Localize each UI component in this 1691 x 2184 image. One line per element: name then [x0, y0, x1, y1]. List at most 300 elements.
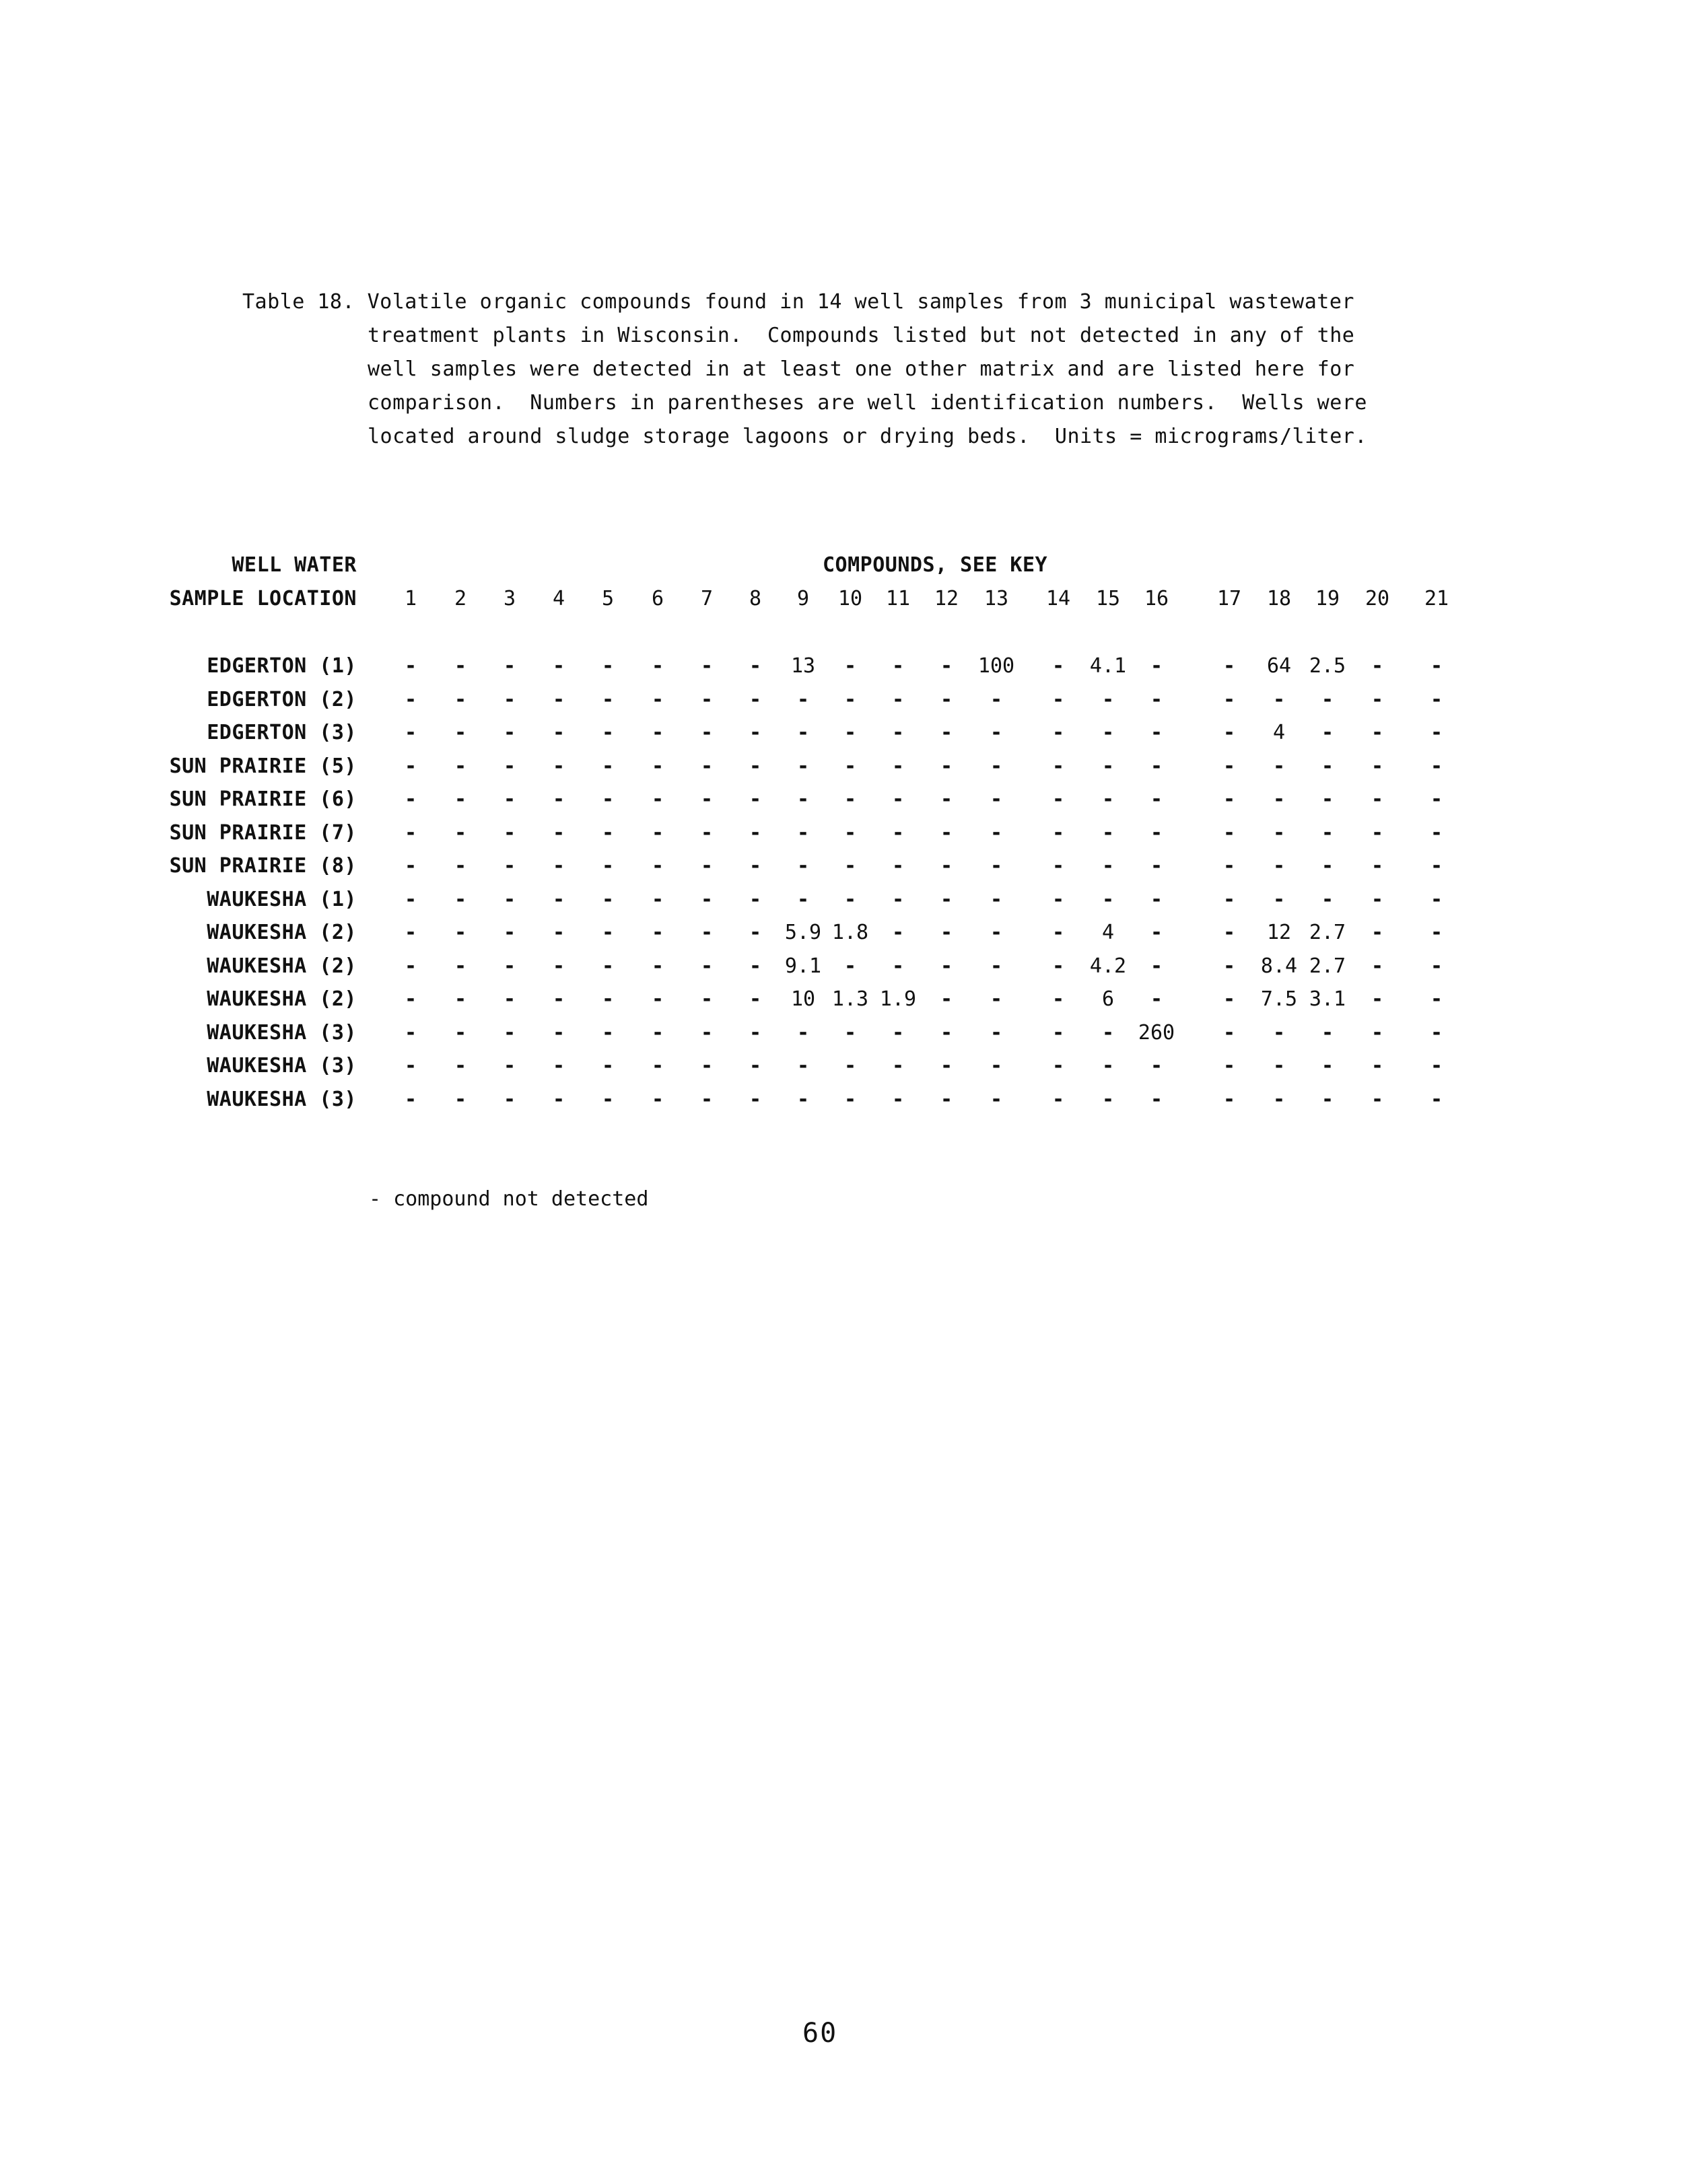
table-cell: - [1272, 787, 1286, 811]
table-cell: - [1321, 1021, 1334, 1045]
table-cell: - [940, 1021, 953, 1045]
table-cell: - [1371, 854, 1384, 878]
column-header: 14 [1045, 587, 1071, 610]
table-cell: - [1371, 954, 1384, 978]
table-cell: 2.5 [1309, 654, 1346, 678]
table-cell: - [843, 888, 857, 911]
table-cell: - [1371, 987, 1384, 1011]
table-cell: - [1430, 1088, 1443, 1111]
table-cell: - [1150, 888, 1163, 911]
table-cell: - [796, 854, 810, 878]
table-cell: - [1150, 854, 1163, 878]
table-cell: - [1371, 654, 1384, 678]
table-cell: - [796, 1021, 810, 1045]
table-cell: - [990, 888, 1003, 911]
table-cell: - [990, 787, 1003, 811]
table-cell: - [1222, 787, 1236, 811]
row-label: SUN PRAIRIE (8) [169, 854, 357, 878]
table-cell: - [1430, 688, 1443, 711]
table-cell: - [601, 954, 615, 978]
table-cell: - [503, 1021, 516, 1045]
table-cell: - [1272, 854, 1286, 878]
table-cell: - [503, 987, 516, 1011]
table-cell: - [1272, 821, 1286, 845]
table-cell: - [990, 688, 1003, 711]
table-cell: - [404, 1054, 417, 1078]
table-cell: - [454, 921, 467, 944]
column-header: 19 [1315, 587, 1340, 610]
table-cell: - [700, 721, 714, 744]
table-cell: 2.7 [1309, 954, 1346, 978]
table-cell: - [1222, 854, 1236, 878]
table-cell: - [1150, 688, 1163, 711]
table-cell: - [601, 1088, 615, 1111]
table-cell: - [1051, 854, 1065, 878]
table-cell: - [1371, 754, 1384, 778]
table-cell: - [454, 654, 467, 678]
table-caption [242, 285, 1387, 454]
table-cell: - [601, 888, 615, 911]
table-cell: - [404, 888, 417, 911]
table-cell: - [1150, 1088, 1163, 1111]
table-cell: - [404, 854, 417, 878]
table-cell: - [891, 888, 905, 911]
table-cell: - [796, 821, 810, 845]
table-cell: - [651, 921, 664, 944]
table-cell: - [552, 888, 565, 911]
table-cell: - [651, 787, 664, 811]
table-cell: 6 [1101, 987, 1115, 1011]
table-cell: - [1101, 888, 1115, 911]
table-cell: - [891, 654, 905, 678]
table-cell: - [601, 821, 615, 845]
table-cell: - [843, 1088, 857, 1111]
table-cell: - [552, 854, 565, 878]
table-cell: - [796, 787, 810, 811]
table-cell: - [1222, 821, 1236, 845]
table-cell: - [990, 1021, 1003, 1045]
column-header: 13 [983, 587, 1009, 610]
table-cell: - [749, 688, 762, 711]
column-header: 3 [503, 587, 516, 610]
table-cell: - [503, 954, 516, 978]
table-cell: - [940, 987, 953, 1011]
table-cell: - [1222, 1088, 1236, 1111]
row-label: EDGERTON (2) [207, 688, 357, 711]
table-cell: - [601, 1021, 615, 1045]
table-cell: - [990, 854, 1003, 878]
table-cell: - [404, 821, 417, 845]
column-header: 4 [552, 587, 565, 610]
table-cell: - [749, 921, 762, 944]
table-cell: - [891, 821, 905, 845]
table-cell: - [601, 921, 615, 944]
table-cell: - [454, 1054, 467, 1078]
column-header: 18 [1266, 587, 1292, 610]
column-header: 21 [1424, 587, 1449, 610]
table-cell: - [940, 954, 953, 978]
table-cell: - [1371, 1021, 1384, 1045]
table-cell: - [1222, 921, 1236, 944]
table-cell: - [454, 721, 467, 744]
table-cell: - [1371, 1088, 1384, 1111]
table-cell: - [990, 921, 1003, 944]
column-header: 2 [454, 587, 467, 610]
table-cell: - [503, 787, 516, 811]
table-cell: - [454, 1088, 467, 1111]
table-cell: - [1051, 954, 1065, 978]
header-well-water: WELL WATER [232, 553, 357, 577]
caption-line: treatment plants in Wisconsin. Compounds listed but not detected in any of the [368, 324, 1355, 347]
table-cell: - [1272, 688, 1286, 711]
caption-line: Table 18. Volatile organic compounds found in 14 well samples from 3 municipal wastewater [242, 290, 1354, 314]
table-cell: - [843, 821, 857, 845]
table-cell: - [601, 721, 615, 744]
table-cell: - [940, 654, 953, 678]
table-cell: - [601, 654, 615, 678]
table-cell: - [843, 688, 857, 711]
table-cell: - [454, 754, 467, 778]
table-cell: - [1430, 821, 1443, 845]
table-cell: 2.7 [1309, 921, 1346, 944]
table-cell: - [700, 1088, 714, 1111]
table-cell: - [601, 754, 615, 778]
table-cell: - [700, 821, 714, 845]
table-cell: - [1101, 1088, 1115, 1111]
table-cell: - [1150, 954, 1163, 978]
table-cell: - [1321, 688, 1334, 711]
table-cell: - [651, 987, 664, 1011]
table-cell: - [1051, 721, 1065, 744]
table-cell: - [749, 1021, 762, 1045]
table-cell: - [1430, 1054, 1443, 1078]
table-cell: - [651, 688, 664, 711]
header-compounds: COMPOUNDS, SEE KEY [823, 553, 1048, 577]
table-cell: - [843, 754, 857, 778]
row-label: WAUKESHA (3) [207, 1021, 357, 1045]
table-cell: - [552, 1021, 565, 1045]
table-cell: - [404, 654, 417, 678]
table-cell: - [1101, 721, 1115, 744]
table-cell: - [1321, 787, 1334, 811]
table-cell: - [1222, 1054, 1236, 1078]
table-cell: - [1051, 1088, 1065, 1111]
table-cell: - [503, 821, 516, 845]
table-cell: - [749, 954, 762, 978]
table-cell: - [1321, 888, 1334, 911]
caption-line: comparison. Numbers in parentheses are well identification numbers. Wells were [368, 391, 1367, 415]
table-cell: - [1051, 754, 1065, 778]
row-label: WAUKESHA (3) [207, 1088, 357, 1111]
table-cell: 4 [1101, 921, 1115, 944]
table-cell: - [796, 1054, 810, 1078]
table-cell: - [651, 1021, 664, 1045]
table-cell: - [503, 1054, 516, 1078]
row-label: SUN PRAIRIE (6) [169, 787, 357, 811]
table-cell: - [1272, 1088, 1286, 1111]
table-cell: - [552, 754, 565, 778]
table-cell: - [1150, 921, 1163, 944]
row-label: SUN PRAIRIE (5) [169, 754, 357, 778]
table-cell: - [503, 688, 516, 711]
table-cell: - [1430, 721, 1443, 744]
table-cell: - [749, 754, 762, 778]
table-cell: - [1321, 821, 1334, 845]
table-cell: - [1101, 787, 1115, 811]
table-cell: 9.1 [784, 954, 822, 978]
table-cell: - [843, 1021, 857, 1045]
table-cell: - [1222, 654, 1236, 678]
table-cell: - [1430, 954, 1443, 978]
table-cell: - [1101, 821, 1115, 845]
table-cell: - [843, 721, 857, 744]
table-cell: - [749, 1088, 762, 1111]
table-cell: - [1430, 987, 1443, 1011]
table-cell: 1.9 [879, 987, 917, 1011]
table-cell: - [1430, 654, 1443, 678]
column-header: 6 [651, 587, 664, 610]
table-cell: - [1150, 721, 1163, 744]
row-label: WAUKESHA (2) [207, 921, 357, 944]
table-cell: - [1272, 754, 1286, 778]
table-cell: - [940, 754, 953, 778]
table-cell: - [1430, 754, 1443, 778]
table-cell: - [454, 688, 467, 711]
table-cell: - [940, 688, 953, 711]
table-cell: - [796, 754, 810, 778]
table-cell: - [1051, 787, 1065, 811]
table-cell: - [700, 921, 714, 944]
table-cell: - [404, 987, 417, 1011]
table-cell: - [940, 1054, 953, 1078]
table-cell: - [503, 1088, 516, 1111]
table-cell: - [404, 921, 417, 944]
table-cell: - [1371, 921, 1384, 944]
row-label: WAUKESHA (2) [207, 954, 357, 978]
table-cell: - [454, 987, 467, 1011]
row-label: WAUKESHA (2) [207, 987, 357, 1011]
table-cell: - [891, 921, 905, 944]
table-cell: - [749, 987, 762, 1011]
table-cell: - [1430, 787, 1443, 811]
table-cell: - [1051, 987, 1065, 1011]
table-cell: 260 [1138, 1021, 1175, 1045]
table-cell: - [891, 688, 905, 711]
table-cell: - [1150, 987, 1163, 1011]
table-cell: - [1272, 1021, 1286, 1045]
table-cell: - [749, 787, 762, 811]
table-cell: - [843, 854, 857, 878]
table-cell: - [1051, 1021, 1065, 1045]
table-cell: - [552, 987, 565, 1011]
table-cell: - [700, 654, 714, 678]
table-cell: - [1051, 654, 1065, 678]
table-cell: - [1101, 1021, 1115, 1045]
table-cell: - [1101, 1054, 1115, 1078]
table-cell: 1.8 [831, 921, 869, 944]
column-header: 10 [837, 587, 863, 610]
column-header: 7 [700, 587, 714, 610]
table-cell: - [940, 888, 953, 911]
table-cell: - [990, 1054, 1003, 1078]
table-cell: - [454, 888, 467, 911]
table-cell: - [651, 1054, 664, 1078]
table-cell: - [1101, 754, 1115, 778]
table-cell: - [700, 787, 714, 811]
table-cell: - [552, 654, 565, 678]
table-cell: - [891, 787, 905, 811]
column-header: 20 [1365, 587, 1390, 610]
table-cell: - [651, 821, 664, 845]
row-label: EDGERTON (1) [207, 654, 357, 678]
table-cell: - [601, 854, 615, 878]
table-cell: - [454, 954, 467, 978]
table-cell: - [796, 1088, 810, 1111]
table-cell: - [1222, 688, 1236, 711]
table-cell: - [1371, 688, 1384, 711]
table-cell: - [1321, 754, 1334, 778]
table-cell: - [503, 721, 516, 744]
table-cell: - [404, 787, 417, 811]
table-cell: - [552, 787, 565, 811]
table-cell: - [1430, 854, 1443, 878]
table-cell: - [700, 1021, 714, 1045]
table-cell: - [404, 688, 417, 711]
table-cell: - [651, 1088, 664, 1111]
table-cell: - [940, 821, 953, 845]
table-cell: - [552, 921, 565, 944]
table-cell: - [749, 654, 762, 678]
table-cell: - [1222, 987, 1236, 1011]
table-cell: - [1272, 1054, 1286, 1078]
table-cell: - [700, 754, 714, 778]
table-cell: - [651, 721, 664, 744]
table-cell: - [749, 888, 762, 911]
table-cell: - [891, 754, 905, 778]
table-cell: - [843, 954, 857, 978]
row-label: SUN PRAIRIE (7) [169, 821, 357, 845]
table-cell: - [1430, 921, 1443, 944]
table-cell: - [1321, 721, 1334, 744]
table-cell: 3.1 [1309, 987, 1346, 1011]
table-cell: 12 [1266, 921, 1292, 944]
table-cell: - [1150, 821, 1163, 845]
table-cell: 1.3 [831, 987, 869, 1011]
table-cell: - [843, 787, 857, 811]
table-cell: - [796, 888, 810, 911]
table-cell: - [891, 721, 905, 744]
table-cell: - [1222, 954, 1236, 978]
table-cell: - [552, 954, 565, 978]
table-cell: - [990, 954, 1003, 978]
table-cell: - [1051, 688, 1065, 711]
table-cell: - [990, 987, 1003, 1011]
table-cell: - [601, 688, 615, 711]
table-cell: - [749, 721, 762, 744]
table-cell: - [990, 821, 1003, 845]
table-cell: - [1321, 854, 1334, 878]
table-cell: - [700, 854, 714, 878]
table-cell: 4.2 [1089, 954, 1127, 978]
table-cell: - [1150, 754, 1163, 778]
table-cell: - [1101, 688, 1115, 711]
footnote: - compound not detected [369, 1187, 649, 1211]
table-cell: - [1222, 721, 1236, 744]
row-label: EDGERTON (3) [207, 721, 357, 744]
table-cell: - [1222, 754, 1236, 778]
table-cell: 100 [977, 654, 1015, 678]
table-cell: - [454, 821, 467, 845]
table-cell: - [404, 754, 417, 778]
table-cell: - [552, 821, 565, 845]
table-cell: - [1150, 1054, 1163, 1078]
table-cell: - [1051, 888, 1065, 911]
table-cell: - [796, 688, 810, 711]
column-header: 11 [885, 587, 911, 610]
table-cell: - [1222, 1021, 1236, 1045]
table-cell: - [404, 1021, 417, 1045]
table-cell: - [552, 1088, 565, 1111]
table-cell: - [700, 987, 714, 1011]
table-cell: - [891, 854, 905, 878]
caption-line: located around sludge storage lagoons or drying beds. Units = micrograms/liter. [368, 425, 1367, 448]
table-cell: - [454, 854, 467, 878]
table-cell: - [1051, 821, 1065, 845]
table-cell: - [749, 1054, 762, 1078]
table-cell: - [454, 787, 467, 811]
table-cell: - [1371, 821, 1384, 845]
table-cell: - [940, 1088, 953, 1111]
table-cell: - [552, 1054, 565, 1078]
table-cell: 4.1 [1089, 654, 1127, 678]
column-header: 8 [749, 587, 762, 610]
table-cell: - [601, 987, 615, 1011]
table-cell: - [891, 1021, 905, 1045]
table-cell: - [940, 854, 953, 878]
column-header: 1 [404, 587, 417, 610]
table-cell: - [601, 787, 615, 811]
table-cell: - [651, 654, 664, 678]
table-cell: - [503, 754, 516, 778]
table-cell: - [454, 1021, 467, 1045]
table-cell: - [404, 954, 417, 978]
table-cell: - [503, 854, 516, 878]
table-cell: - [651, 754, 664, 778]
table-cell: - [843, 1054, 857, 1078]
table-cell: - [749, 854, 762, 878]
table-cell: - [1371, 787, 1384, 811]
table-cell: - [1101, 854, 1115, 878]
table-cell: - [891, 1088, 905, 1111]
table-cell: - [843, 654, 857, 678]
table-cell: - [891, 954, 905, 978]
table-cell: - [1222, 888, 1236, 911]
table-cell: - [1430, 1021, 1443, 1045]
table-cell: - [503, 888, 516, 911]
table-cell: - [404, 1088, 417, 1111]
table-cell: - [1272, 888, 1286, 911]
table-cell: - [1150, 787, 1163, 811]
table-cell: - [651, 888, 664, 911]
table-cell: - [1371, 721, 1384, 744]
table-cell: - [1150, 654, 1163, 678]
column-header: 5 [601, 587, 615, 610]
column-header: 17 [1216, 587, 1242, 610]
table-cell: - [651, 954, 664, 978]
table-cell: - [1321, 1054, 1334, 1078]
column-header: 9 [796, 587, 810, 610]
table-cell: 13 [790, 654, 816, 678]
